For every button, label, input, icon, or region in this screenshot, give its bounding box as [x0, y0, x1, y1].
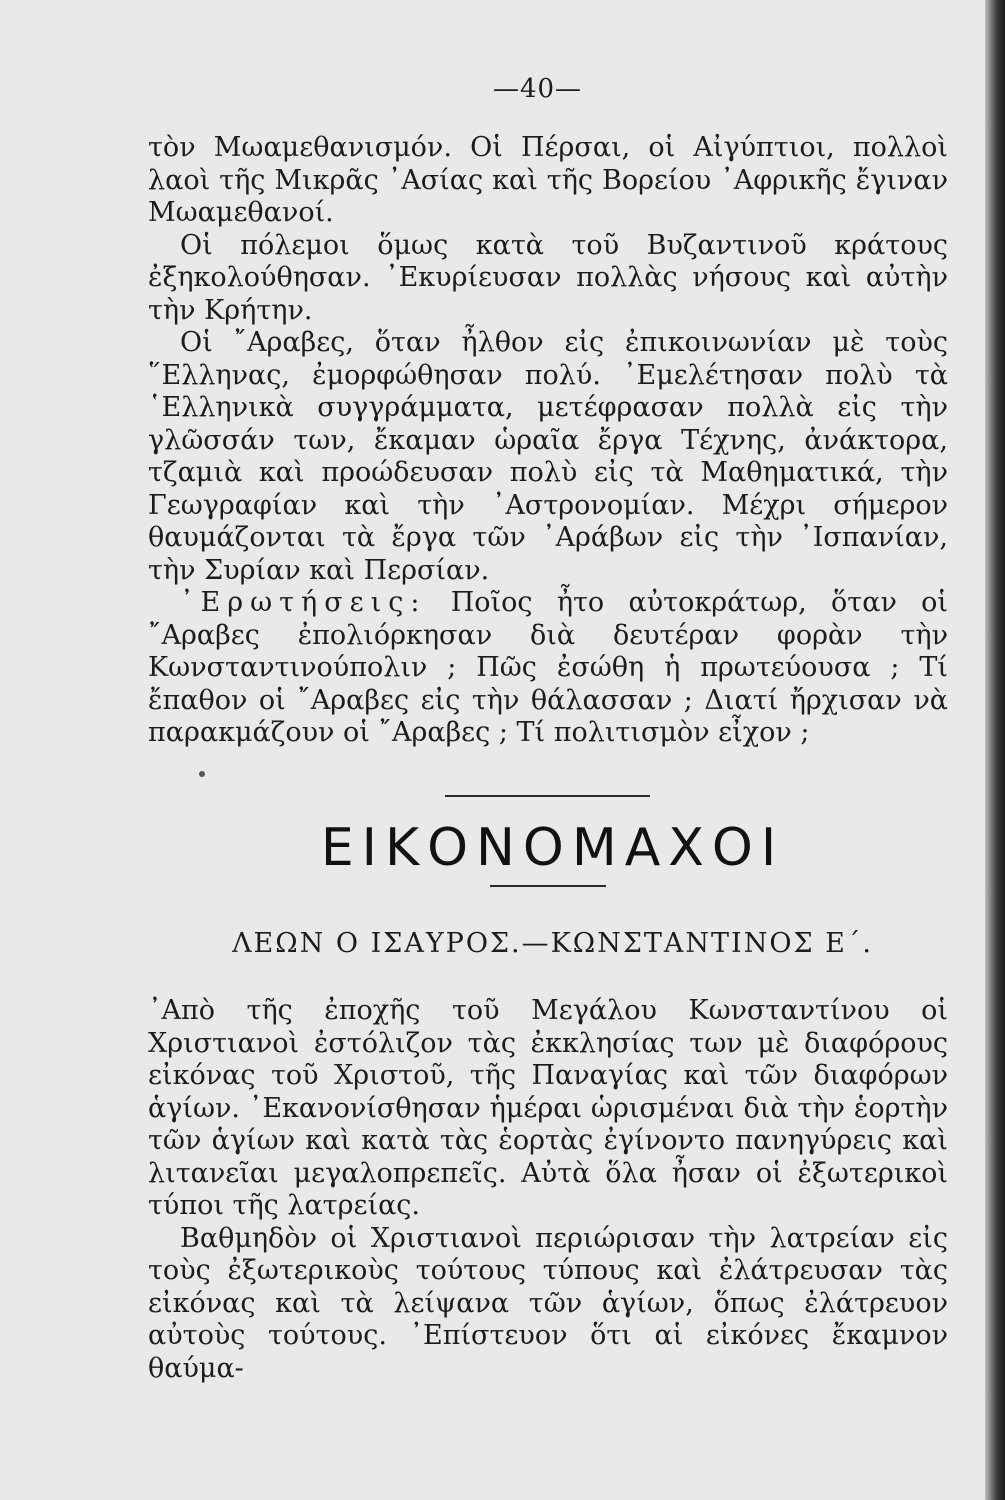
ink-dot — [199, 771, 205, 777]
chapter-subtitle: ΛΕΩΝ Ο ΙΣΑΥΡΟΣ.—ΚΩΝΣΤΑΝΤΙΝΟΣ Ε΄. — [232, 928, 873, 959]
page-edge-shadow — [985, 0, 1005, 1500]
paragraph-byzantine-wars: Οἱ πόλεμοι ὅμως κατὰ τοῦ Βυζαντινοῦ κράτους ἐξηκολούθησαν. ᾿Εκυρίευσαν πολλὰς νήσους καὶ αὐτὴν τὴν Κρήτην. — [148, 229, 948, 326]
questions-text: Ποῖος ἦτο αὐτοκράτωρ, ὅταν οἱ ῎Αραβες ἐπολιόρκησαν διὰ δευτέραν φορὰν τὴν Κωνσταντινούπολιν ; Πῶς ἐσώθη ἡ πρωτεύουσα ; Τί ἔπαθον οἱ ῎Αραβες εἰς τὴν θάλασσαν ; Διατί ἤρχισαν νὰ παρακμάζουν οἱ ῎Αραβες ; Τί πολιτισμὸν εἶχον ; — [148, 587, 948, 748]
top-rule — [445, 795, 650, 797]
paragraph-icon-worship: Βαθμηδὸν οἱ Χριστιανοὶ περιώρισαν τὴν λατρείαν εἰς τοὺς ἐξωτερικοὺς τούτους τύπους καὶ ἐλάτρευσαν τὰς εἰκόνας καὶ τὰ λείψανα τῶν ἁγίων, ὅπως ἐλάτρευον αὐτοὺς τούτους. ᾿Επίστευον ὅτι αἱ εἰκόνες ἔκαμνον θαύμα- — [148, 1222, 948, 1384]
questions-paragraph — [148, 587, 948, 750]
paragraph-icons-decoration: ᾿Απὸ τῆς ἐποχῆς τοῦ Μεγάλου Κωνσταντίνου οἱ Χριστιανοὶ ἐστόλιζον τὰς ἐκκλησίας των μὲ διαφόρους εἰκόνας τοῦ Χριστοῦ, τῆς Παναγίας καὶ τῶν διαφόρων ἁγίων. ᾿Εκανονίσθησαν ἡμέραι ὡρισμέναι διὰ τὴν ἑορτὴν τῶν ἁγίων καὶ κατὰ τὰς ἑορτὰς ἐγίνοντο πανηγύρεις καὶ λιτανεῖαι μεγαλοπρεπεῖς. Αὐτὰ ὅλα ἦσαν οἱ ἐξωτερικοὶ τύποι τῆς λατρείας. — [148, 995, 948, 1221]
lower-text-block — [148, 995, 948, 1385]
paragraph-arab-culture: Οἱ ῎Αραβες, ὅταν ἦλθον εἰς ἐπικοινωνίαν μὲ τοὺς ῞Ελληνας, ἐμορφώθησαν πολύ. ᾿Εμελέτησαν πολὺ τὰ ῾Ελληνικὰ συγγράμματα, μετέφρασαν πολλὰ εἰς τὴν γλῶσσάν των, ἔκαμαν ὡραῖα ἔργα Τέχνης, ἀνάκτορα, τζαμιὰ καὶ προώδευσαν πολὺ εἰς τὰ Μαθηματικά, τὴν Γεωγραφίαν καὶ τὴν ᾿Αστρονομίαν. Μέχρι σήμερον θαυμάζονται τὰ ἔργα τῶν ᾿Αράβων εἰς τὴν ᾿Ισπανίαν, τὴν Συρίαν καὶ Περσίαν. — [148, 327, 948, 586]
upper-text-block — [148, 132, 948, 750]
page-number: —40— — [492, 74, 583, 104]
questions-label: ᾿Ερωτήσεις: — [180, 587, 427, 618]
bottom-rule — [490, 885, 606, 887]
section-title: ΕΙΚΟΝΟΜΑΧΟΙ — [320, 818, 785, 878]
paragraph-muslim-peoples: τὸν Μωαμεθανισμόν. Οἱ Πέρσαι, οἱ Αἰγύπτιοι, πολλοὶ λαοὶ τῆς Μικρᾶς ᾿Ασίας καὶ τῆς Βορείου ᾿Αφρικῆς ἔγιναν Μωαμεθανοί. — [148, 132, 948, 228]
